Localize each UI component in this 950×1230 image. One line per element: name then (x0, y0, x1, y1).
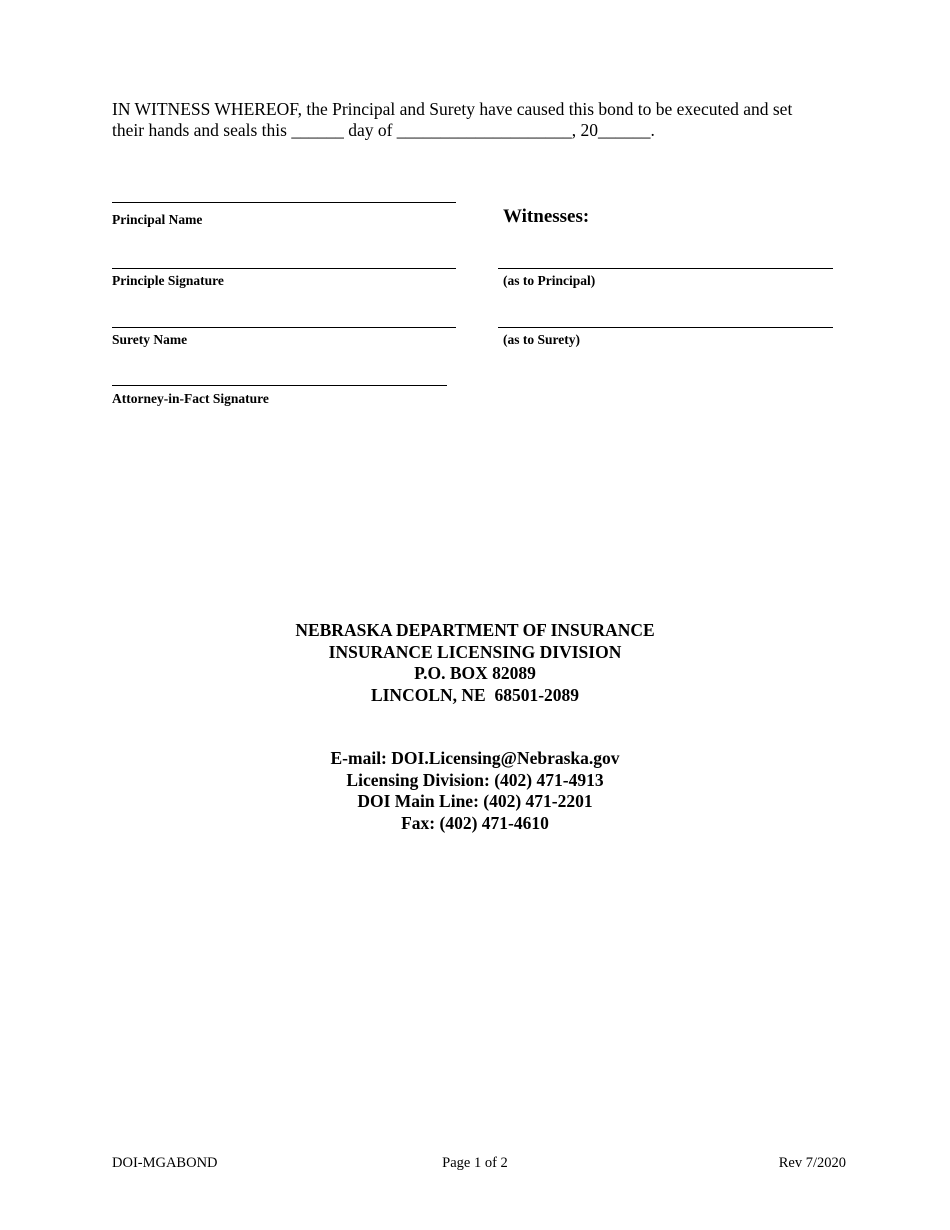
witness-statement (112, 99, 852, 141)
witnesses-heading: Witnesses: (503, 206, 590, 227)
surety-name-line[interactable] (112, 327, 456, 328)
contact-main-line: DOI Main Line: (402) 471-2201 (357, 791, 593, 811)
witness-surety-label: (as to Surety) (503, 332, 580, 347)
principle-signature-label: Principle Signature (112, 273, 224, 288)
contact-licensing-phone: Licensing Division: (402) 471-4913 (346, 769, 604, 790)
address-line-2: INSURANCE LICENSING DIVISION (328, 641, 622, 662)
witness-statement-line-2: their hands and seals this ______ day of ____________________, 20______. (112, 120, 655, 140)
attorney-signature-line[interactable] (112, 385, 447, 386)
footer-page-number: Page 1 of 2 (442, 1155, 508, 1171)
witness-principal-line[interactable] (498, 268, 833, 269)
surety-name-label: Surety Name (112, 332, 188, 347)
address-line-1: NEBRASKA DEPARTMENT OF INSURANCE (295, 620, 655, 640)
principal-name-line[interactable] (112, 202, 456, 203)
footer-form-id: DOI-MGABOND (112, 1155, 218, 1171)
principal-name-label: Principal Name (112, 212, 203, 227)
contact-email: E-mail: DOI.Licensing@Nebraska.gov (330, 748, 620, 768)
address-line-3: P.O. BOX 82089 (414, 663, 536, 683)
attorney-signature-label: Attorney-in-Fact Signature (112, 391, 269, 406)
witness-statement-line-1: IN WITNESS WHEREOF, the Principal and Surety have caused this bond to be executed and set (112, 99, 793, 119)
witness-principal-label: (as to Principal) (503, 273, 596, 288)
witness-surety-line[interactable] (498, 327, 833, 328)
contact-fax: Fax: (402) 471-4610 (401, 812, 549, 833)
principle-signature-line[interactable] (112, 268, 456, 269)
department-address (0, 620, 950, 706)
footer-revision: Rev 7/2020 (778, 1155, 846, 1171)
address-line-4: LINCOLN, NE 68501-2089 (370, 684, 580, 705)
contact-info (0, 748, 950, 834)
